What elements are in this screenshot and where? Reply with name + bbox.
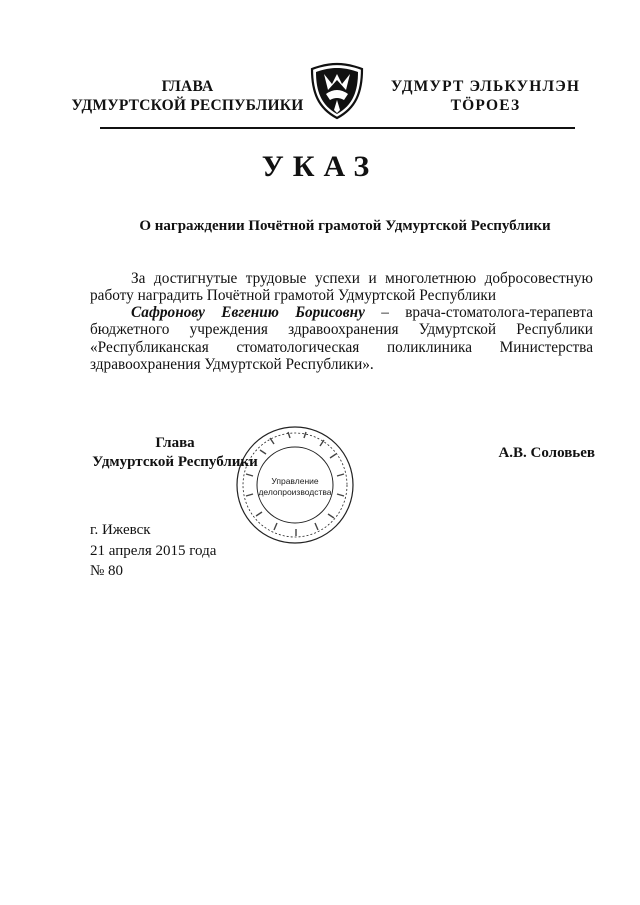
body-paragraph-1: За достигнутые трудовые успехи и многолетнюю добросовестную работу наградить Почётной грамотой Удмуртской Республики: [90, 270, 593, 305]
header-right: [378, 77, 593, 115]
signatory-title-line2: Удмуртской Республики: [92, 454, 258, 470]
awardee-details: – врача-стоматолога-терапевта бюджетного учреждения здравоохранения Удмуртской Республики «Республиканская стоматологическая поликлиника Министерства здравоохранения Удмуртской Республики».: [90, 304, 593, 373]
signatory-name: А.В. Соловьев: [498, 445, 595, 461]
signatory-title: [90, 434, 260, 472]
footer-date: 21 апреля 2015 года: [90, 542, 217, 559]
footer-number: № 80: [90, 563, 124, 579]
coat-of-arms-emblem: [304, 60, 370, 122]
body-paragraph-2: [90, 304, 593, 373]
header-divider: [100, 127, 575, 129]
stamp-inner-line2: делопроизводства: [258, 487, 332, 497]
document-footer: [90, 520, 216, 582]
header-right-line1: УДМУРТ ЭЛЬКУНЛЭН: [390, 78, 581, 95]
document-title: УКАЗ: [261, 150, 379, 183]
document-subject: О награждении Почётной грамотой Удмуртской Республики: [139, 218, 551, 234]
header-left-line1: ГЛАВА: [161, 78, 214, 95]
header-left-line2: УДМУРТСКОЙ РЕСПУБЛИКИ: [71, 97, 304, 114]
header-right-line2: ТӦРОЕЗ: [450, 97, 521, 114]
awardee-name: Сафронову Евгению Борисовну: [131, 304, 365, 321]
signatory-title-line1: Глава: [155, 435, 195, 451]
footer-city: г. Ижевск: [90, 522, 151, 538]
stamp-inner-line1: Управление: [271, 476, 319, 486]
header-left: [70, 77, 305, 115]
